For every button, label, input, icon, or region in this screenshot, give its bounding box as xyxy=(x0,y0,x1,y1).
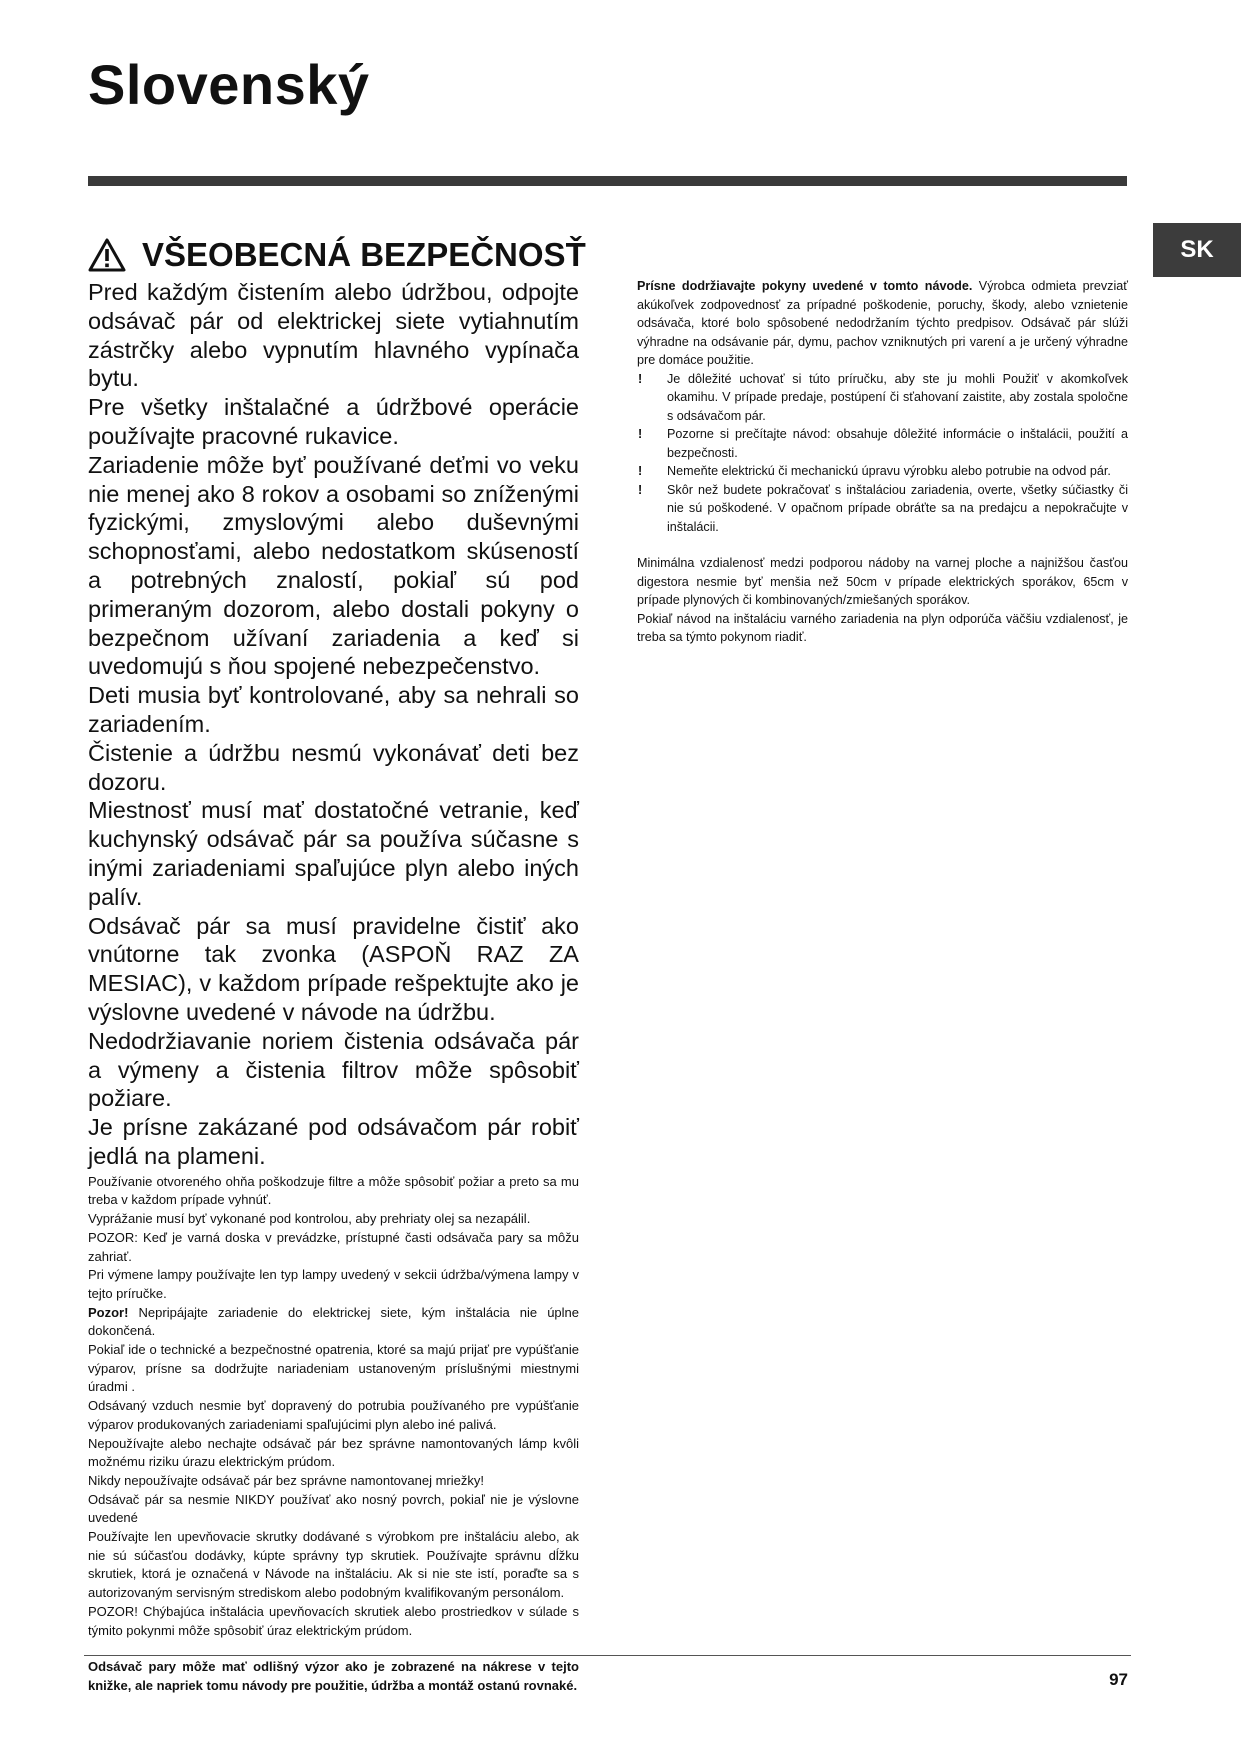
title-divider xyxy=(88,176,1127,186)
exclamation-icon: ! xyxy=(638,464,643,478)
intro-bold: Prísne dodržiavajte pokyny uvedené v tomto návode. xyxy=(637,279,973,293)
list-item-text: Skôr než budete pokračovať s inštaláciou zariadenia, overte, všetky súčiastky či nie sú poškodené. V opačnom prípade obráťte sa na predajcu a nepokračujte v inštalácii. xyxy=(667,482,1128,534)
paragraph: Miestnosť musí mať dostatočné vetranie, keď kuchynský odsávač pár sa používa súčasne s inými zariadeniami spaľujúce plyn alebo iných palív. xyxy=(88,797,579,910)
paragraph: Odsávač pár sa musí pravidelne čistiť ako vnútorne tak zvonka (ASPOŇ RAZ ZA MESIAC), v každom prípade rešpektujte ako je výslovne uvedené v návode na údržbu. xyxy=(88,912,579,1025)
paragraph: Je prísne zakázané pod odsávačom pár robiť jedlá na plameni. xyxy=(88,1114,579,1169)
exclamation-icon: ! xyxy=(638,427,643,441)
detail-safety-text xyxy=(88,1173,579,1641)
distance-paragraph: Minimálna vzdialenosť medzi podporou nádoby na varnej ploche a najnižšou časťou digestora nesmie byť menšia než 50cm v prípade elektrických sporákov, 65cm v prípade plynových či kombinovaných/zmiešaných sporákov. xyxy=(637,556,1128,607)
list-item-text: Je dôležité uchovať si túto príručku, aby ste ju mohli Použiť v akomkoľvek okamihu. V prípade predaje, postúpení či sťahovaní zaistite, aby zostala spoločne s odsávačom pár. xyxy=(667,371,1128,423)
pozor-label: Pozor! xyxy=(88,1304,129,1320)
paragraph: POZOR: Keď je varná doska v prevádzke, prístupné časti odsávača pary sa môžu zahriať. xyxy=(88,1229,579,1264)
list-item xyxy=(637,370,1128,426)
pozor-text: Nepripájajte zariadenie do elektrickej siete, kým inštalácia nie úplne dokončená. xyxy=(88,1304,579,1339)
paragraph: Pred každým čistením alebo údržbou, odpojte odsávač pár od elektrickej siete vytiahnutím zástrčky alebo vypnutím hlavného vypínača bytu. xyxy=(88,279,579,392)
paragraph: Nikdy nepoužívajte odsávač pár bez správne namontovanej mriežky! xyxy=(88,1472,484,1488)
paragraph: Používajte len upevňovacie skrutky dodávané s výrobkom pre inštaláciu alebo, ak nie sú súčasťou dodávky, kúpte správny typ skrutiek. Používajte správnu dĺžku skrutiek, ktorá je označená v Návode na inštaláciu. Ak si nie ste istí, poraďte sa s autorizovaným servisným strediskom alebo podobným kvalifikovaným personálom. xyxy=(88,1529,579,1601)
paragraph: Zariadenie môže byť používané deťmi vo veku nie menej ako 8 rokov a osobami so zníženými fyzickými, zmyslovými alebo duševnými schopnosťami, alebo nedostatkom skúseností a potrebných znalostí, pokiaľ sú pod primeraným dozorom, alebo dostali pokyny o bezpečnom užívaní zariadenia a keď si uvedomujú s ňou spojené nebezpečenstvo. xyxy=(88,451,579,680)
paragraph: Vyprážanie musí byť vykonané pod kontrolou, aby prehriaty olej sa nezapálil. xyxy=(88,1211,531,1227)
spacer xyxy=(637,536,1128,554)
paragraph: POZOR! Chýbajúca inštalácia upevňovacích skrutiek alebo prostriedkov v súlade s týmito pokynmi môže spôsobiť úraz elektrickým prúdom. xyxy=(88,1603,579,1638)
page-number: 97 xyxy=(1109,1670,1128,1689)
main-safety-text xyxy=(88,278,579,1171)
exclamation-icon: ! xyxy=(638,371,643,386)
list-item-text: Pozorne si prečítajte návod: obsahuje dôležité informácie o inštalácii, použití a bezpečnosti. xyxy=(667,427,1128,460)
paragraph: Čistenie a údržbu nesmú vykonávať deti bez dozoru. xyxy=(88,739,579,795)
paragraph: Pokiaľ ide o technické a bezpečnostné opatrenia, ktoré sa majú prijať pre vypúšťanie výparov, prísne sa dodržujte nariadeniam ustanoveným príslušnými miestnymi úradmi . xyxy=(88,1342,579,1395)
list-item xyxy=(637,481,1128,537)
list-item xyxy=(637,462,1128,481)
intro-paragraph xyxy=(637,277,1128,370)
list-item xyxy=(637,425,1128,462)
intro-rest: Výrobca odmieta prevziať akúkoľvek zodpovednosť za prípadné poškodenie, poruchy, škody, alebo vznietenie odsávača, ktoré bolo spôsobené nedodržaním týchto predpisov. Odsávač pár slúži výhradne na odsávanie pár, dymu, pachov vzniknutých pri varení a je určený výhradne pre domáce použitie. xyxy=(637,279,1128,367)
warning-icon xyxy=(88,238,126,272)
paragraph: Pri výmene lampy používajte len typ lampy uvedený v sekcii údržba/výmena lampy v tejto príručke. xyxy=(88,1267,579,1301)
page-title: Slovenský xyxy=(88,53,370,116)
warning-list xyxy=(637,370,1128,537)
paragraph: Pre všetky inštalačné a údržbové operácie používajte pracovné rukavice. xyxy=(88,394,579,449)
paragraph: Nedodržiavanie noriem čistenia odsávača pár a výmeny a čistenia filtrov môže spôsobiť požiare. xyxy=(88,1027,579,1112)
list-item-text: Nemeňte elektrickú či mechanickú úpravu výrobku alebo potrubie na odvod pár. xyxy=(667,464,1111,478)
paragraph: Odsávaný vzduch nesmie byť dopravený do potrubia používaného pre vypúšťanie výparov produkovaných zariadeniami spaľujúcimi plyn alebo iné palivá. xyxy=(88,1398,579,1432)
language-tab: SK xyxy=(1153,223,1241,277)
left-column xyxy=(88,236,586,1695)
section-heading-text: VŠEOBECNÁ BEZPEČNOSŤ xyxy=(142,236,586,273)
bold-note: Odsávač pary môže mať odlišný výzor ako je zobrazené na nákrese v tejto knižke, ale napriek tomu návody pre použitie, údržba a montáž ostanú rovnaké. xyxy=(88,1659,579,1693)
right-column xyxy=(637,277,1128,647)
pozor-paragraph xyxy=(88,1304,579,1341)
paragraph: Nepoužívajte alebo nechajte odsávač pár bez správne namontovaných lámp kvôli možnému riziku úrazu elektrickým prúdom. xyxy=(88,1435,579,1470)
distance-paragraph: Pokiaľ návod na inštaláciu varného zariadenia na plyn odporúča väčšiu vzdialenosť, je treba sa týmto pokynom riadiť. xyxy=(637,611,1128,644)
paragraph: Deti musia byť kontrolované, aby sa nehrali so zariadením. xyxy=(88,682,579,737)
section-heading xyxy=(88,236,586,274)
footer-divider xyxy=(84,1655,1131,1656)
exclamation-icon: ! xyxy=(638,482,643,497)
paragraph: Používanie otvoreného ohňa poškodzuje filtre a môže spôsobiť požiar a preto sa mu treba v každom prípade vyhnúť. xyxy=(88,1173,579,1208)
paragraph: Odsávač pár sa nesmie NIKDY používať ako nosný povrch, pokiaľ nie je výslovne uvedené xyxy=(88,1491,579,1526)
